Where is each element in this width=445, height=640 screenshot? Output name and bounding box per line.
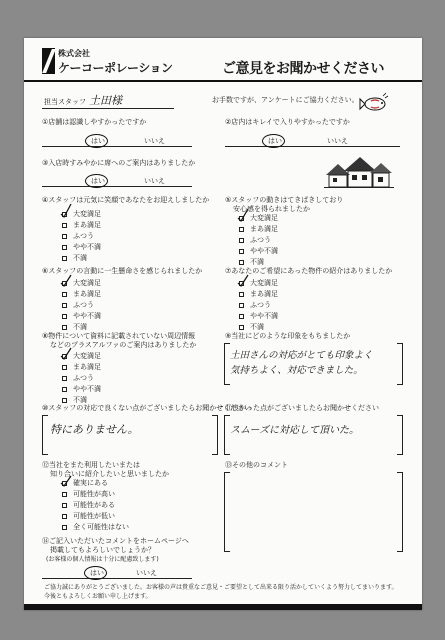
q1-text: ①店舗は認識しやすかったですか (42, 118, 147, 126)
q5-option-checkbox[interactable] (239, 238, 244, 243)
q6-option-checkbox[interactable] (62, 292, 67, 297)
q12-option-label: 可能性がある (73, 501, 115, 509)
q14-privacy-note: (お客様の個人情報は十分に配慮致します) (46, 556, 159, 563)
staff-name-handwritten: 土田様 (89, 94, 122, 107)
q5-option-checkbox[interactable] (239, 249, 244, 254)
q4-option-label: やや不満 (73, 243, 101, 251)
q6-option-checkbox[interactable] (62, 325, 67, 330)
q13-text: ⑬その他のコメント (225, 461, 288, 469)
q12-option-checkbox[interactable] (62, 525, 67, 530)
q12-text-line2: 知り合いに紹介したいと思いましたか (50, 470, 169, 478)
q12-option-label: 可能性が低い (73, 512, 115, 520)
q6-text: ⑥スタッフの言動に一生懸命さを感じられましたか (42, 267, 203, 275)
q4-option-checkbox[interactable] (62, 234, 67, 239)
q13-answer-bracket-right (397, 472, 403, 552)
q8-option-label: 不満 (73, 396, 87, 404)
q8-option-checkbox[interactable] (62, 398, 67, 403)
q6-option-label: ふつう (73, 301, 94, 309)
q8-option-checkbox[interactable] (62, 387, 67, 392)
q7-option-label: まあ満足 (250, 290, 278, 298)
q3-no[interactable]: いいえ (144, 177, 165, 185)
q8-option-checkbox[interactable] (62, 376, 67, 381)
q12-option-checkbox[interactable] (62, 503, 67, 508)
q4-check-mark-icon (60, 203, 72, 219)
q6-option-label: 不満 (73, 323, 87, 331)
q8-option-label: まあ満足 (73, 363, 101, 371)
q8-option-checkbox[interactable] (62, 365, 67, 370)
q12-text-line1: ⑫当社をまた利用したいまたは (42, 461, 140, 469)
q5-option-checkbox[interactable] (239, 227, 244, 232)
q11-text: ⑪良かった点がございましたらお聞かせください (225, 404, 379, 412)
survey-sheet (24, 38, 422, 610)
q3-yes-circle-mark (85, 174, 108, 188)
q5-option-label: ふつう (250, 236, 271, 244)
q14-text-line2: 掲載してもよろしいでしょうか？ (50, 546, 155, 554)
company-logo-icon (42, 48, 55, 74)
q9-answer-bracket-right (397, 343, 403, 385)
q8-text-line1: ⑧物件について資料に記載されていない周辺情報 (42, 332, 196, 340)
q5-text-line2: 安心感を得られましたか (233, 205, 310, 213)
q4-text: ④スタッフは元気に笑顔であなたをお迎えしましたか (42, 196, 210, 204)
q4-option-label: 不満 (73, 254, 87, 262)
q7-check-mark-icon (237, 274, 249, 288)
q8-option-label: ふつう (73, 374, 94, 382)
q14-yes-circle-mark (84, 566, 107, 580)
footer-divider (24, 604, 422, 610)
header-divider (24, 80, 422, 82)
q14-no[interactable]: いいえ (136, 569, 157, 577)
intro-text: お手数ですが、アンケートにご協力ください。 (212, 96, 359, 104)
q2-no[interactable]: いいえ (327, 137, 348, 145)
q6-option-label: やや不満 (73, 312, 101, 320)
q5-option-label: やや不満 (250, 247, 278, 255)
q2-underline (225, 146, 400, 147)
q12-option-checkbox[interactable] (62, 514, 67, 519)
footer-message-line1: ご協力誠にありがとうございました。お客様の声は貴重なご意見・ご要望として出来る限り活かしていくよう努力してまいります。 (44, 584, 398, 591)
q10-answer-handwritten: 特にありません。 (50, 423, 139, 436)
company-name: ケーコーポレーション (58, 61, 173, 75)
q7-option-checkbox[interactable] (239, 314, 244, 319)
q12-option-label: 確実にある (73, 479, 108, 487)
q4-option-label: まあ満足 (73, 221, 101, 229)
q7-option-checkbox[interactable] (239, 303, 244, 308)
q5-option-label: 大変満足 (250, 214, 278, 222)
q4-option-label: 大変満足 (73, 210, 101, 218)
q12-option-checkbox[interactable] (62, 492, 67, 497)
footer-message-line2: 今後ともよろしくお願い申し上げます。 (44, 593, 152, 600)
q5-option-label: まあ満足 (250, 225, 278, 233)
q1-yes[interactable]: はい (91, 137, 105, 145)
q12-option-label: 全く可能性はない (73, 523, 129, 531)
q5-option-label: 不満 (250, 258, 264, 266)
q4-option-label: ふつう (73, 232, 94, 240)
q7-option-checkbox[interactable] (239, 292, 244, 297)
q11-answer-bracket-right (397, 415, 403, 455)
q4-option-checkbox[interactable] (62, 223, 67, 228)
q2-yes-circle-mark (262, 134, 285, 148)
q6-option-label: まあ満足 (73, 290, 101, 298)
q14-yes[interactable]: はい (90, 569, 104, 577)
q7-text: ⑦あなたのご希望にあった物件の紹介はありましたか (225, 267, 393, 275)
q14-text-line1: ⑭ご記入いただいたコメントをホームページへ (42, 537, 189, 545)
q11-answer-handwritten: スムーズに対応して頂いた。 (230, 425, 359, 436)
q1-underline (42, 146, 192, 147)
q14-underline (42, 578, 192, 579)
q1-no[interactable]: いいえ (144, 137, 165, 145)
q3-underline (42, 186, 192, 187)
q12-check-mark-icon (60, 475, 72, 488)
q6-check-mark-icon (60, 274, 72, 288)
q12-option-label: 可能性が高い (73, 490, 115, 498)
q8-text-line2: などのプラスアルファのご案内はありましたか (50, 341, 197, 349)
q8-option-label: 大変満足 (73, 352, 101, 360)
q1-yes-circle-mark (85, 134, 108, 148)
q5-option-checkbox[interactable] (239, 260, 244, 265)
page-title: ご意見をお聞かせください (222, 61, 384, 77)
q8-check-mark-icon (60, 347, 72, 361)
q7-option-label: 不満 (250, 323, 264, 331)
company-type: 株式会社 (58, 49, 90, 58)
q7-option-label: ふつう (250, 301, 271, 309)
q7-option-label: やや不満 (250, 312, 278, 320)
q4-option-checkbox[interactable] (62, 245, 67, 250)
q6-option-label: 大変満足 (73, 279, 101, 287)
q6-option-checkbox[interactable] (62, 303, 67, 308)
q3-text: ③入店時すみやかに席へのご案内はありましたか (42, 159, 196, 167)
q9-answer-line1-handwritten: 土田さんの対応がとても印象よく (230, 350, 373, 361)
q3-yes[interactable]: はい (91, 177, 105, 185)
q5-check-mark-icon (237, 208, 249, 223)
q9-text: ⑨当社にどのような印象をもちましたか (225, 332, 351, 340)
q10-answer-bracket-left (42, 415, 48, 455)
q10-text: ⑩スタッフの対応で良くない点がございましたらお聞かせください (42, 404, 252, 412)
staff-label: 担当スタッフ (44, 98, 86, 106)
q2-yes[interactable]: はい (268, 137, 282, 145)
q7-option-checkbox[interactable] (239, 325, 244, 330)
q13-answer-bracket-left (224, 472, 230, 552)
q8-option-label: やや不満 (73, 385, 101, 393)
q4-option-checkbox[interactable] (62, 256, 67, 261)
q2-text: ②店内はキレイで入りやすかったですか (225, 118, 350, 126)
staff-underline (42, 108, 174, 109)
q7-option-label: 大変満足 (250, 279, 278, 287)
q5-text-line1: ⑤スタッフの動きはてきぱきしており (225, 196, 344, 204)
houses-illustration-icon (324, 155, 394, 189)
q10-answer-bracket-right (212, 415, 218, 455)
q6-option-checkbox[interactable] (62, 314, 67, 319)
fish-illustration-icon (359, 92, 389, 114)
q9-answer-line2-handwritten: 気持ちよく、対応できました。 (230, 365, 363, 376)
